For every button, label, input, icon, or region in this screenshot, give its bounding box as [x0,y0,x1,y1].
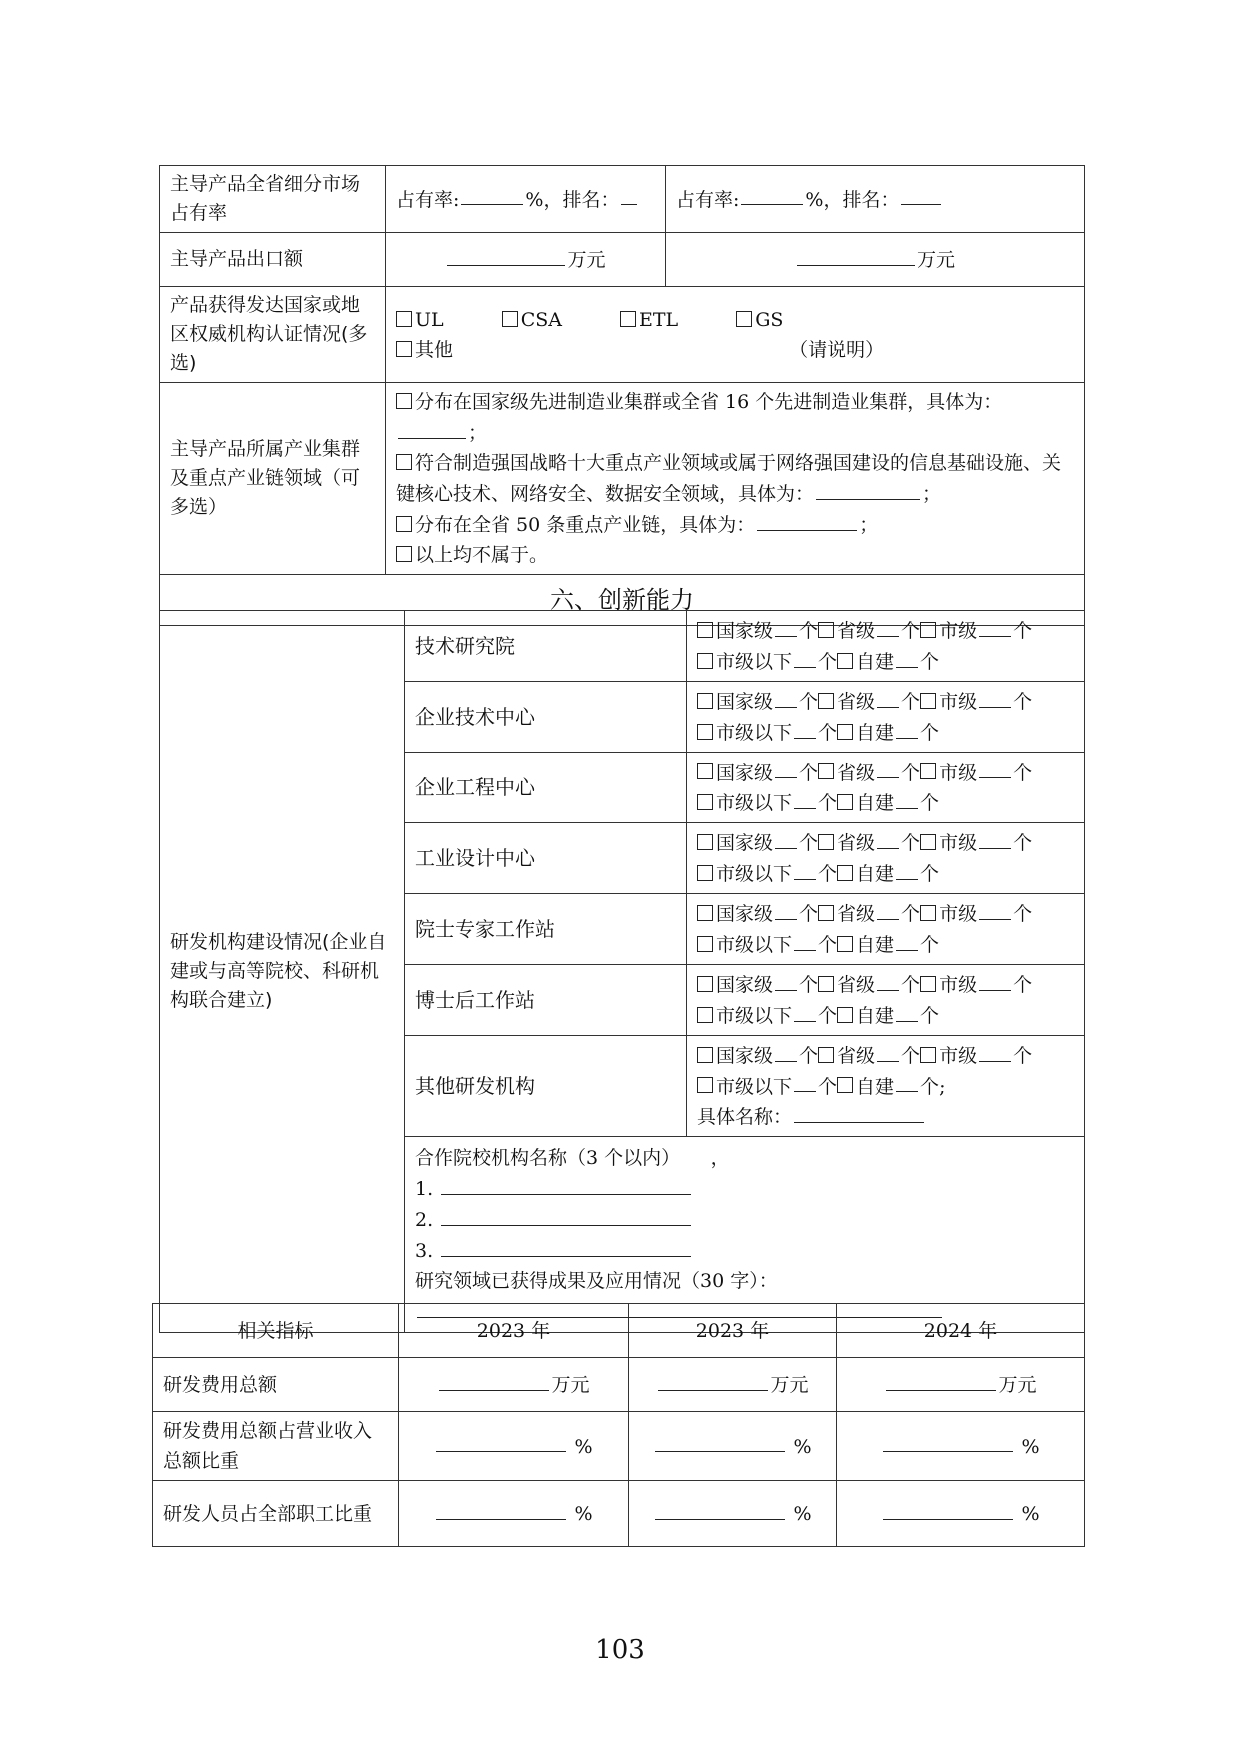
checkbox-icon[interactable] [920,1047,936,1063]
checkbox-icon[interactable] [697,693,713,709]
level-line-2: 市级以下 个 自建 个 [697,1000,1074,1031]
checkbox-icon[interactable] [818,693,834,709]
count-blank[interactable] [877,1040,899,1062]
rd-org-name: 工业设计中心 [405,823,687,894]
cert-note: （请说明） [789,338,885,361]
market-share-text-1b: %，排名： [525,188,620,211]
coop-blank[interactable] [441,1173,691,1195]
count-blank[interactable] [794,787,816,809]
coop-item: 1. [415,1173,1074,1204]
level-line-2: 市级以下 个 自建 个 [697,858,1074,889]
checkbox-icon[interactable] [920,976,936,992]
year-header-2: 2023 年 [629,1304,837,1358]
count-blank[interactable] [794,858,816,880]
checkbox-icon[interactable] [697,724,713,740]
count-blank[interactable] [877,686,899,708]
count-blank[interactable] [979,1040,1011,1062]
checkbox-icon[interactable] [697,1007,713,1023]
coop-blank[interactable] [441,1235,691,1257]
checkbox-icon[interactable] [837,724,853,740]
market-share-row [160,166,1085,233]
count-blank[interactable] [775,615,797,637]
checkbox-icon[interactable] [502,311,518,327]
count-blank[interactable] [979,686,1011,708]
count-blank[interactable] [877,615,899,637]
other-name-blank[interactable] [794,1101,924,1123]
count-blank[interactable] [896,787,918,809]
cluster-option-4[interactable]: 以上均不属于。 [396,540,1074,570]
rd-org-name: 技术研究院 [405,611,687,682]
checkbox-icon[interactable] [697,865,713,881]
rd-org-levels [687,964,1085,1035]
rd-org-levels [687,611,1085,682]
cert-options-cell [386,287,1085,383]
count-blank[interactable] [979,757,1011,779]
count-blank[interactable] [775,827,797,849]
rd-org-name: 博士后工作站 [405,964,687,1035]
market-share-label: 主导产品全省细分市场占有率 [160,166,386,233]
section-title: 六、创新能力 [160,574,1085,625]
level-line-2: 市级以下 个 自建 个 [697,787,1074,818]
indicator-blank[interactable] [883,1498,1013,1520]
checkbox-icon[interactable] [396,454,412,470]
checkbox-icon[interactable] [837,1007,853,1023]
count-blank[interactable] [896,929,918,951]
count-blank[interactable] [896,1071,918,1093]
level-line-1: 国家级 个 省级 个 市级 个 [697,898,1074,929]
cluster-blank-1[interactable] [398,417,466,439]
count-blank[interactable] [794,646,816,668]
cert-other-line [396,335,1074,365]
count-blank[interactable] [896,1000,918,1022]
market-share-cell-2 [666,166,1085,233]
checkbox-icon[interactable] [396,311,412,327]
rd-label: 研发机构建设情况(企业自建或与高等院校、科研机构联合建立) [160,611,405,1333]
count-blank[interactable] [775,898,797,920]
count-blank[interactable] [775,686,797,708]
checkbox-icon[interactable] [818,834,834,850]
market-share-text-2a: 占有率: [676,188,740,211]
level-line-2: 市级以下 个 自建 个 [697,929,1074,960]
checkbox-icon[interactable] [396,516,412,532]
indicator-value-cell: % [837,1481,1085,1547]
count-blank[interactable] [794,1071,816,1093]
indicator-label: 研发费用总额占营业收入总额比重 [153,1412,399,1481]
indicator-value-cell: % [837,1412,1085,1481]
checkbox-icon[interactable] [697,1047,713,1063]
checkbox-icon[interactable] [920,763,936,779]
indicator-table [152,1303,1085,1547]
indicator-header: 相关指标 [153,1304,399,1358]
checkbox-icon[interactable] [818,622,834,638]
cluster-options-cell [386,383,1085,575]
coop-title-line: 合作院校机构名称（3 个以内） ， [415,1147,730,1170]
cert-row [160,287,1085,383]
market-share-text-1a: 占有率: [396,188,460,211]
indicator-value-cell: 万元 [837,1358,1085,1412]
checkbox-icon[interactable] [818,763,834,779]
checkbox-icon[interactable] [396,393,412,409]
indicator-blank[interactable] [436,1498,566,1520]
export-label: 主导产品出口额 [160,233,386,287]
checkbox-icon[interactable] [697,794,713,810]
cluster-blank-2[interactable] [816,478,920,500]
rank-blank-2[interactable] [901,184,941,206]
level-line-2: 市级以下 个 自建 个 [697,717,1074,748]
indicator-value-cell: 万元 [399,1358,629,1412]
cert-option-csa[interactable]: CSA [502,305,562,335]
checkbox-icon[interactable] [697,653,713,669]
rd-org-levels [687,752,1085,823]
checkbox-icon[interactable] [697,763,713,779]
count-blank[interactable] [877,969,899,991]
count-blank[interactable] [979,615,1011,637]
indicator-row-staff-ratio [153,1481,1085,1547]
checkbox-icon[interactable] [837,794,853,810]
level-line-1: 国家级 个 省级 个 市级 个 [697,827,1074,858]
cert-option-gs[interactable]: GS [736,305,783,335]
count-blank[interactable] [979,969,1011,991]
indicator-value-cell: % [399,1481,629,1547]
export-blank-1[interactable] [447,244,565,266]
checkbox-icon[interactable] [837,653,853,669]
checkbox-icon[interactable] [697,622,713,638]
rd-org-levels [687,681,1085,752]
checkbox-icon[interactable] [396,341,412,357]
indicator-blank[interactable] [436,1431,566,1453]
cluster-row [160,383,1085,575]
other-name-line: 具体名称： [697,1101,1074,1132]
rd-org-name: 企业技术中心 [405,681,687,752]
count-blank[interactable] [896,717,918,739]
checkbox-icon[interactable] [818,905,834,921]
coop-blank[interactable] [441,1204,691,1226]
market-share-blank-2[interactable] [741,184,803,206]
cluster-option-2[interactable]: 符合制造强国战略十大重点产业领域或属于网络强国建设的信息基础设施、关键核心技术、网络安全、数据安全领域，具体为： ； [396,451,1062,505]
rd-institution-table [159,610,1085,1333]
rd-org-name: 其他研发机构 [405,1035,687,1137]
export-cell-1 [386,233,666,287]
checkbox-icon[interactable] [697,834,713,850]
rank-blank-1[interactable] [621,184,637,206]
export-row [160,233,1085,287]
market-share-blank-1[interactable] [461,184,523,206]
cluster-option-1[interactable]: 分布在国家级先进制造业集群或全省 16 个先进制造业集群，具体为：； [396,387,1074,448]
indicator-label: 研发人员占全部职工比重 [153,1481,399,1547]
cert-option-etl[interactable]: ETL [620,305,678,335]
checkbox-icon[interactable] [920,622,936,638]
level-line-1: 国家级 个 省级 个 市级 个 [697,969,1074,1000]
count-blank[interactable] [896,858,918,880]
rd-org-name: 院士专家工作站 [405,894,687,965]
level-line-2: 市级以下 个 自建 个; [697,1071,1074,1102]
checkbox-icon[interactable] [697,1077,713,1093]
cert-option-ul[interactable]: UL [396,305,444,335]
market-share-cell-1 [386,166,666,233]
indicator-value-cell: % [629,1481,837,1547]
level-line-1: 国家级 个 省级 个 市级 个 [697,757,1074,788]
year-header-3: 2024 年 [837,1304,1085,1358]
checkbox-icon[interactable] [920,834,936,850]
cluster-option-3[interactable]: 分布在全省 50 条重点产业链，具体为： ； [396,509,1074,540]
indicator-label: 研发费用总额 [153,1358,399,1412]
count-blank[interactable] [794,929,816,951]
level-line-2: 市级以下 个 自建 个 [697,646,1074,677]
count-blank[interactable] [775,1040,797,1062]
checkbox-icon[interactable] [837,865,853,881]
export-cell-2 [666,233,1085,287]
checkbox-icon[interactable] [920,905,936,921]
indicator-row-rd-total [153,1358,1085,1412]
checkbox-icon[interactable] [697,905,713,921]
rd-org-row [160,611,1085,682]
form-table-upper [159,165,1085,626]
count-blank[interactable] [877,827,899,849]
count-blank[interactable] [877,898,899,920]
level-line-1: 国家级 个 省级 个 市级 个 [697,1040,1074,1071]
rd-org-levels [687,823,1085,894]
checkbox-icon[interactable] [736,311,752,327]
indicator-blank[interactable] [655,1498,785,1520]
count-blank[interactable] [877,757,899,779]
page-number: 103 [595,1635,645,1665]
rd-org-levels [687,1035,1085,1137]
level-line-1: 国家级 个 省级 个 市级 个 [697,615,1074,646]
checkbox-icon[interactable] [818,976,834,992]
count-blank[interactable] [979,898,1011,920]
indicator-value-cell: % [629,1412,837,1481]
count-blank[interactable] [775,969,797,991]
cert-label: 产品获得发达国家或地区权威机构认证情况(多选) [160,287,386,383]
cert-option-other[interactable]: 其他 [396,339,453,361]
rd-org-name: 企业工程中心 [405,752,687,823]
count-blank[interactable] [775,757,797,779]
cluster-label: 主导产品所属产业集群及重点产业链领域（可多选） [160,383,386,575]
level-line-1: 国家级 个 省级 个 市级 个 [697,686,1074,717]
count-blank[interactable] [794,1000,816,1022]
indicator-value-cell: % [399,1412,629,1481]
indicator-blank[interactable] [886,1369,996,1391]
checkbox-icon[interactable] [396,546,412,562]
checkbox-icon[interactable] [837,936,853,952]
checkbox-icon[interactable] [697,976,713,992]
indicator-value-cell: 万元 [629,1358,837,1412]
market-share-text-2b: %，排名： [805,188,900,211]
indicator-blank[interactable] [655,1431,785,1453]
indicator-row-rd-ratio [153,1412,1085,1481]
coop-item: 3. [415,1235,1074,1266]
export-unit-2: 万元 [916,248,955,271]
indicator-blank[interactable] [439,1369,549,1391]
results-label: 研究领域已获得成果及应用情况（30 字）： [415,1270,778,1293]
checkbox-icon[interactable] [818,1047,834,1063]
indicator-header-row [153,1304,1085,1358]
checkbox-icon[interactable] [697,936,713,952]
indicator-blank[interactable] [883,1431,1013,1453]
cert-options-line [396,305,1074,335]
indicator-blank[interactable] [658,1369,768,1391]
checkbox-icon[interactable] [837,1077,853,1093]
export-blank-2[interactable] [797,244,915,266]
rd-org-levels [687,894,1085,965]
count-blank[interactable] [896,646,918,668]
checkbox-icon[interactable] [620,311,636,327]
coop-item: 2. [415,1204,1074,1235]
export-unit-1: 万元 [567,248,606,271]
cluster-blank-3[interactable] [757,509,857,531]
count-blank[interactable] [794,717,816,739]
checkbox-icon[interactable] [920,693,936,709]
year-header-1: 2023 年 [399,1304,629,1358]
count-blank[interactable] [979,827,1011,849]
